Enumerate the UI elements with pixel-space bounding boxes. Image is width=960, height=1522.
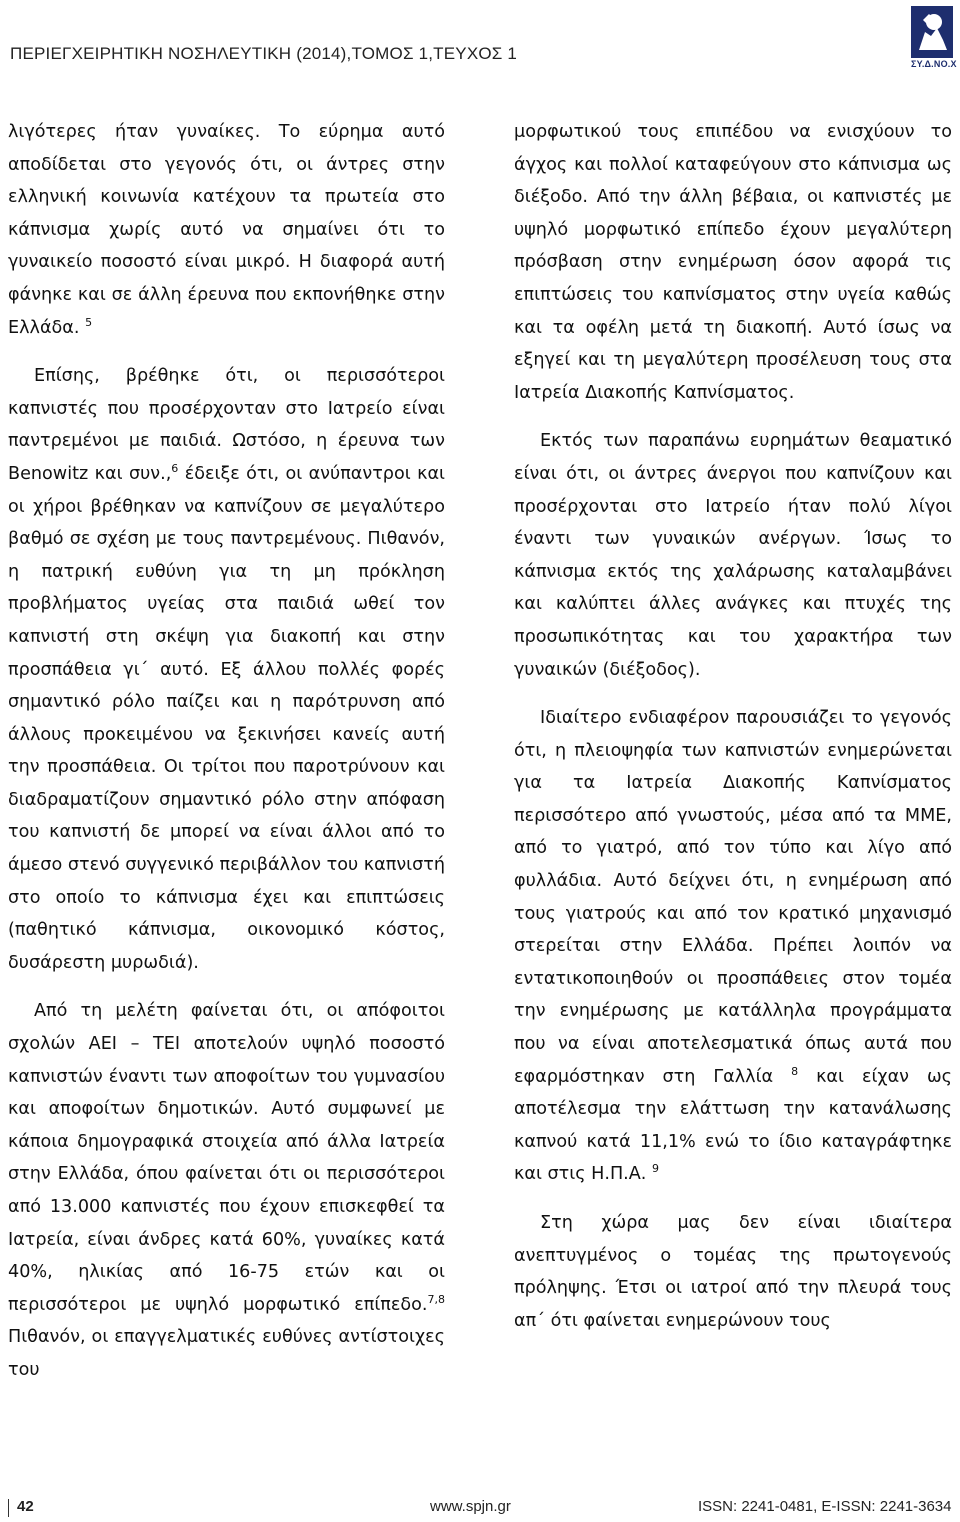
journal-running-title: ΠΕΡΙΕΓΧΕΙΡΗΤΙΚΗ ΝΟΣΗΛΕΥΤΙΚΗ (2014),ΤΟΜΟΣ 1,ΤΕΥΧΟΣ 1 [10, 44, 518, 63]
paragraph: Εκτός των παραπάνω ευρημάτων θεαματικό είναι ότι, οι άντρες άνεργοι που καπνίζουν και προσέρχονται στο Ιατρείο ήταν πολύ λίγοι έναντι των γυναικών ανέργων. Ίσως το κάπνισμα εκτός της χαλάρωσης καταλαμβάνει και καλύπτει άλλες ανάγκες και πτυχές της προσωπικότητας και του χαρακτήρα των γυναικών (διέξοδος). [514, 431, 952, 680]
paragraph: Από τη μελέτη φαίνεται ότι, οι απόφοιτοι σχολών ΑΕΙ – ΤΕΙ αποτελούν υψηλό ποσοστό καπνιστών έναντι των αποφοίτων του γυμνασίου και αποφοίτων δημοτικών. Αυτό συμφωνεί με κάποια δημογραφικά στοιχεία από άλλα Ιατρεία στην Ελλάδα, όπου φαίνεται ότι οι περισσότεροι από 13.000 καπνιστές που έχουν επισκεφθεί τα Ιατρεία, είναι άνδρες κατά 60%, γυναίκες κατά 40%, ηλικίας από 16-75 ετών και οι περισσότεροι με υψηλό μορφωτικό επίπεδο.$^{7,8}$ Πιθανόν, οι επαγγελματικές ευθύνες αντίστοιχες του [8, 1001, 445, 1380]
right-column [514, 116, 952, 1337]
society-logo [911, 6, 957, 69]
reference-mark: 7,8 [427, 1292, 445, 1306]
reference-mark: 5 [85, 315, 93, 329]
paragraph: Στη χώρα μας δεν είναι ιδιαίτερα ανεπτυγμένος ο τομέας της πρωτογενούς πρόληψης. Έτσι οι ιατροί από την πλευρά τους απ΄ ότι φαίνεται ενημερώνουν τους [514, 1213, 952, 1331]
reference-mark: 6 [171, 461, 179, 475]
website-link[interactable]: www.spjn.gr [430, 1498, 511, 1515]
logo-text: ΣΥ.Δ.ΝΟ.Χ [911, 59, 957, 69]
paragraph: Επίσης, βρέθηκε ότι, οι περισσότεροι καπνιστές που προσέρχονταν στο Ιατρείο είναι παντρεμένοι με παιδιά. Ωστόσο, η έρευνα των Benowitz και συν.,$^6$ έδειξε ότι, οι ανύπαντροι και οι χήροι βρέθηκαν να καπνίζουν σε μεγαλύτερο βαθμό σε σχέση με τους παντρεμένους. Πιθανόν, η πατρική ευθύνη για τη μη πρόκληση προβλήματος υγείας στα παιδιά ωθεί τον καπνιστή στη σκέψη για διακοπή και στην προσπάθεια γι΄ αυτό. Εξ άλλου πολλές φορές σημαντικό ρόλο παίζει και η παρότρυνση από άλλους προκειμένου να ξεκινήσει κανείς αυτή την προσπάθεια. Οι τρίτοι που παροτρύνουν και διαδραματίζουν σημαντικό ρόλο στην απόφαση του καπνιστή δε μπορεί να είναι άλλοι από το άμεσο στενό συγγενικό περιβάλλον του καπνιστή στο οποίο το κάπνισμα έχει και επιπτώσεις (παθητικό κάπνισμα, οικονομικό κόστος, δυσάρεστη μυρωδιά). [8, 366, 446, 973]
paragraph: μορφωτικού τους επιπέδου να ενισχύουν το άγχος και πολλοί καταφεύγουν στο κάπνισμα ως διέξοδο. Από την άλλη βέβαια, οι καπνιστές με υψηλό μορφωτικό επίπεδο έχουν μεγαλύτερη πρόσβαση στην ενημέρωση όσον αφορά τις επιπτώσεις του καπνίσματος στην υγεία καθώς και τα οφέλη μετά τη διακοπή. Αυτό ίσως να εξηγεί και τη μεγαλύτερη προσέλευση τους στα Ιατρεία Διακοπής Καπνίσματος. [514, 122, 952, 403]
paragraph: λιγότερες ήταν γυναίκες. Το εύρημα αυτό αποδίδεται στο γεγονός ότι, οι άντρες στην ελληνική κοινωνία κατέχουν τα πρωτεία στο κάπνισμα χωρίς αυτό να σημαίνει ότι το γυναικείο ποσοστό είναι μικρό. Η διαφορά αυτή φάνηκε και σε άλλη έρευνα που εκπονήθηκε στην Ελλάδα. $^5$ [8, 122, 445, 338]
reference-mark: 8 [791, 1064, 799, 1078]
page-number: 42 [17, 1498, 34, 1515]
reference-mark: 9 [652, 1162, 659, 1176]
logo-emblem-icon [911, 6, 953, 58]
page-footer [0, 1498, 960, 1520]
footer-divider [8, 1499, 9, 1517]
issn-text: ISSN: 2241-0481, E-ISSN: 2241-3634 [698, 1498, 952, 1515]
left-column [8, 116, 445, 1387]
paragraph: Ιδιαίτερο ενδιαφέρον παρουσιάζει το γεγονός ότι, η πλειοψηφία των καπνιστών ενημερώνεται για τα Ιατρεία Διακοπής Καπνίσματος περισσότερο από γνωστούς, μέσα από τα ΜΜΕ, από το γιατρό, από τον τύπο και λίγο από φυλλάδια. Αυτό δείχνει ότι, η ενημέρωση από τους γιατρούς και από τον κρατικό μηχανισμό στερείται στην Ελλάδα. Πρέπει λοιπόν να εντατικοποιηθούν οι προσπάθειες στον τομέα την ενημέρωσης με κατάλληλα προγράμματα που να είναι αποτελεσματικά όπως αυτά που εφαρμόστηκαν στη Γαλλία $^8$ και είχαν ως αποτέλεσμα την ελάττωση την κατανάλωσης καπνού κατά 11,1% ενώ το ίδιο καταγράφτηκε και στις Η.Π.Α. $^9$ [514, 708, 953, 1185]
